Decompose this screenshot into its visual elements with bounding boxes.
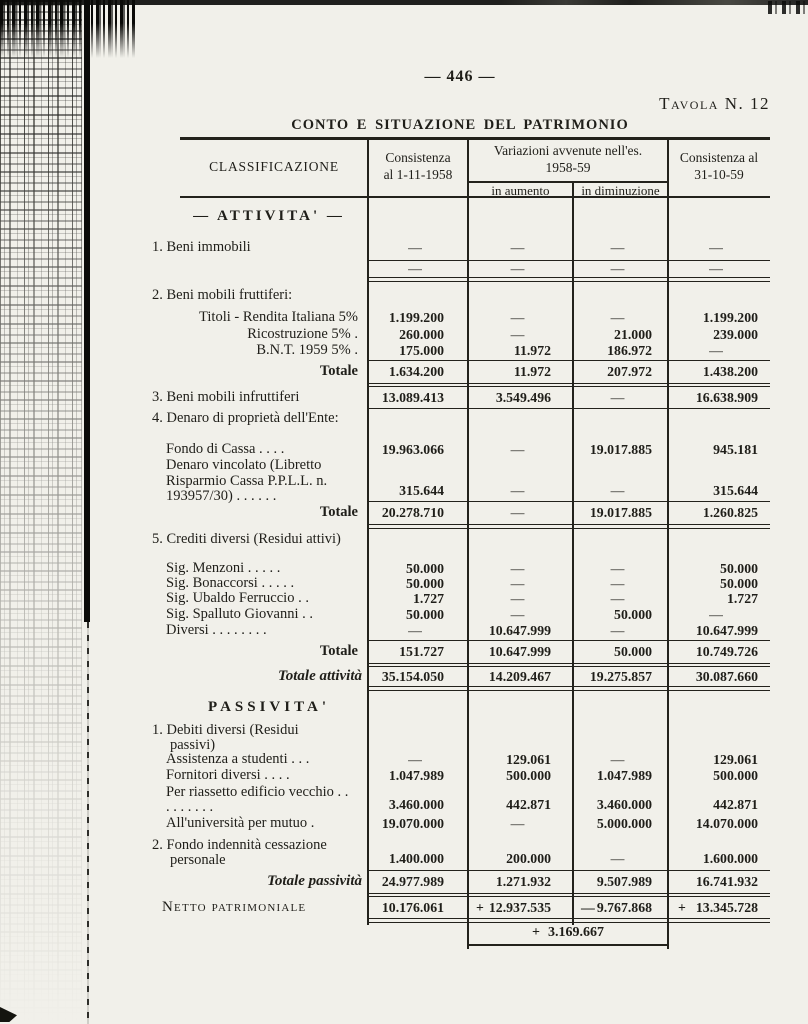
cell: — bbox=[510, 310, 525, 325]
cell: 20.278.710 bbox=[381, 505, 444, 520]
cell: 1.727 bbox=[726, 591, 758, 606]
table-row bbox=[150, 785, 770, 815]
table-row bbox=[150, 529, 770, 562]
cell: 19.070.000 bbox=[381, 816, 444, 831]
value: 3.169.667 bbox=[547, 925, 604, 940]
cell: 442.871 bbox=[713, 796, 758, 812]
col-header-line: 31-10-59 bbox=[694, 167, 744, 182]
cell: 260.000 bbox=[399, 326, 444, 342]
cell bbox=[668, 900, 770, 916]
value: 13.345.728 bbox=[695, 899, 758, 915]
cell: — bbox=[408, 623, 422, 638]
col-header-consistenza-1959 bbox=[668, 149, 770, 183]
table-row bbox=[150, 577, 770, 592]
row-label: Totale bbox=[319, 362, 358, 379]
cell: 9.507.989 bbox=[596, 873, 652, 889]
table-body bbox=[150, 198, 770, 946]
cell: 10.647.999 bbox=[488, 643, 551, 659]
cell bbox=[573, 900, 668, 916]
table-row bbox=[150, 441, 770, 458]
table-top-rule bbox=[180, 137, 770, 140]
table-row bbox=[150, 752, 770, 768]
cell: 11.972 bbox=[513, 363, 551, 379]
row-label: Sig. Bonaccorsi . . . . . bbox=[166, 575, 295, 592]
cell: 50.000 bbox=[720, 576, 758, 591]
row-label: Sig. Menzoni . . . . . bbox=[166, 560, 281, 577]
cell: 50.000 bbox=[406, 606, 444, 622]
cell: 1.047.989 bbox=[388, 768, 444, 783]
table-row bbox=[150, 721, 770, 752]
cell: 11.972 bbox=[513, 343, 551, 358]
row-label: 1. Debiti diversi (Residui passivi) bbox=[152, 721, 299, 753]
col-header-in-diminuzione: in diminuzione bbox=[581, 183, 660, 198]
cell: 10.647.999 bbox=[488, 623, 551, 638]
cell: 1.600.000 bbox=[702, 850, 758, 866]
row-label: 4. Denaro di proprietà dell'Ente: bbox=[152, 410, 339, 426]
table-row bbox=[150, 623, 770, 640]
cell: — bbox=[510, 505, 525, 520]
section-passivita: PASSIVITA' bbox=[208, 698, 330, 715]
table-row bbox=[150, 457, 770, 504]
col-header-in-aumento: in aumento bbox=[491, 183, 550, 198]
cell: 21.000 bbox=[614, 326, 652, 342]
col-header-line: Consistenza al bbox=[679, 150, 759, 165]
cell: — bbox=[709, 343, 723, 358]
table-row bbox=[150, 815, 770, 834]
scan-gutter-noise bbox=[0, 0, 82, 1024]
cell: — bbox=[510, 441, 525, 457]
sign: — bbox=[581, 899, 595, 915]
cell: — bbox=[709, 606, 723, 622]
col-header-line: Variazioni avvenute nell'es. bbox=[493, 143, 643, 158]
cell: 50.000 bbox=[614, 643, 652, 659]
table-row-totale bbox=[150, 361, 770, 383]
cell: — bbox=[610, 591, 625, 606]
scan-corner-blob bbox=[0, 0, 135, 58]
sign: + bbox=[532, 925, 540, 940]
cell: 442.871 bbox=[506, 796, 551, 812]
row-label: Fondo di Cassa . . . . bbox=[166, 440, 285, 457]
table-row bbox=[150, 562, 770, 577]
cell: 1.727 bbox=[412, 591, 444, 606]
cell: 50.000 bbox=[406, 561, 444, 576]
table-row bbox=[150, 607, 770, 623]
col-header-consistenza-1958 bbox=[368, 149, 468, 183]
row-label: Per riassetto edificio vecchio . . . . . . . . . bbox=[166, 783, 349, 815]
cell: — bbox=[610, 561, 625, 576]
row-label: 5. Crediti diversi (Residui attivi) bbox=[152, 530, 341, 547]
row-label: Totale attività bbox=[277, 667, 362, 684]
cell: 1.271.932 bbox=[495, 873, 551, 889]
cell: — bbox=[610, 261, 625, 276]
cell: 1.199.200 bbox=[702, 310, 758, 325]
cell: 151.727 bbox=[399, 643, 444, 659]
plate-label: Tavola N. 12 bbox=[659, 94, 770, 113]
cell: — bbox=[510, 240, 525, 255]
table-row bbox=[150, 592, 770, 607]
cell: — bbox=[408, 240, 422, 255]
cell: 1.260.825 bbox=[702, 505, 758, 520]
cell: — bbox=[610, 389, 625, 405]
cell: 14.070.000 bbox=[695, 816, 758, 831]
cell: 14.209.467 bbox=[488, 668, 551, 684]
balance-row bbox=[468, 923, 668, 946]
cell: 1.438.200 bbox=[702, 363, 758, 379]
cell: 24.977.989 bbox=[381, 873, 444, 889]
row-label: Titoli - Rendita Italiana 5% bbox=[199, 309, 358, 326]
cell: 19.017.885 bbox=[589, 441, 652, 457]
cell: 35.154.050 bbox=[381, 668, 444, 684]
row-label: Sig. Ubaldo Ferruccio . . bbox=[166, 590, 309, 607]
scan-gutter-line-thin bbox=[87, 622, 89, 1024]
cell: 1.634.200 bbox=[388, 363, 444, 379]
table-row bbox=[150, 387, 770, 408]
row-label: 1. Beni immobili bbox=[152, 239, 251, 256]
row-double-rule bbox=[368, 686, 770, 691]
cell: 19.963.066 bbox=[381, 441, 444, 457]
cell: — bbox=[408, 751, 422, 767]
cell: — bbox=[510, 606, 525, 622]
table-row-netto-patrimoniale bbox=[150, 897, 770, 918]
row-label: Diversi . . . . . . . . bbox=[166, 622, 267, 639]
value: 12.937.535 bbox=[488, 899, 551, 915]
document-title: CONTO E SITUAZIONE DEL PATRIMONIO bbox=[291, 117, 629, 133]
cell: 19.275.857 bbox=[589, 668, 652, 684]
scan-gutter-line bbox=[84, 0, 90, 622]
cell: 50.000 bbox=[406, 576, 444, 591]
sign: + bbox=[678, 899, 686, 915]
cell: — bbox=[610, 240, 625, 255]
row-label: Totale bbox=[319, 504, 358, 521]
cell: 175.000 bbox=[399, 343, 444, 358]
col-header-line: al 1-11-1958 bbox=[383, 167, 453, 182]
row-label: Fornitori diversi . . . . bbox=[166, 767, 290, 784]
cell: 3.460.000 bbox=[388, 796, 444, 812]
cell: 16.741.932 bbox=[695, 873, 758, 889]
table-row bbox=[150, 327, 770, 343]
row-label: Netto patrimoniale bbox=[162, 898, 307, 915]
row-label: 3. Beni mobili infruttiferi bbox=[152, 388, 300, 405]
cell: 129.061 bbox=[506, 751, 551, 767]
cell: — bbox=[709, 240, 723, 255]
table-row bbox=[150, 261, 770, 277]
cell: 13.089.413 bbox=[381, 389, 444, 405]
table-row bbox=[150, 343, 770, 360]
cell: 19.017.885 bbox=[589, 505, 652, 520]
cell: — bbox=[510, 576, 525, 591]
row-label: All'università per mutuo . bbox=[166, 815, 315, 832]
cell: 10.176.061 bbox=[381, 899, 444, 915]
cell: 129.061 bbox=[713, 751, 758, 767]
page-number: — 446 — bbox=[424, 68, 496, 85]
cell: — bbox=[610, 850, 625, 866]
row-label: Assistenza a studenti . . . bbox=[166, 750, 310, 767]
table-row-totale bbox=[150, 502, 770, 524]
cell: 207.972 bbox=[607, 363, 652, 379]
cell bbox=[468, 900, 573, 916]
cell: — bbox=[510, 591, 525, 606]
cell: — bbox=[610, 310, 625, 325]
table-row-totale-attivita bbox=[150, 667, 770, 686]
row-label: Sig. Spalluto Giovanni . . bbox=[166, 605, 314, 622]
cell: — bbox=[510, 326, 525, 342]
value: 9.767.868 bbox=[596, 899, 652, 915]
table-row bbox=[150, 310, 770, 327]
section-attivita: — ATTIVITA' — bbox=[193, 208, 345, 224]
row-label: Denaro vincolato (Libretto Risparmio Cassa P.P.L.L. n. 193957/30) . . . . . . bbox=[166, 457, 328, 504]
cell: — bbox=[510, 483, 525, 498]
cell: 500.000 bbox=[506, 768, 551, 783]
cell: 3.460.000 bbox=[596, 796, 652, 812]
cell: — bbox=[510, 816, 525, 831]
cell: 16.638.909 bbox=[695, 389, 758, 405]
table-row-totale-passivita bbox=[150, 871, 770, 893]
row-label: Totale passività bbox=[267, 872, 362, 889]
cell: 1.400.000 bbox=[388, 850, 444, 866]
cell: 200.000 bbox=[506, 850, 551, 866]
cell: 10.749.726 bbox=[695, 643, 758, 659]
cell: — bbox=[610, 483, 625, 498]
cell: 315.644 bbox=[713, 483, 758, 498]
col-header-line: 1958-59 bbox=[545, 160, 591, 175]
row-label: Ricostruzione 5% . bbox=[247, 325, 358, 342]
cell: 50.000 bbox=[614, 606, 652, 622]
col-header-classificazione: CLASSIFICAZIONE bbox=[209, 159, 339, 174]
table-row bbox=[150, 282, 770, 310]
table-row bbox=[150, 236, 770, 260]
row-label: 2. Beni mobili fruttiferi: bbox=[152, 286, 293, 303]
cell: — bbox=[510, 561, 525, 576]
row-label: Totale bbox=[319, 642, 358, 659]
cell: 1.047.989 bbox=[596, 768, 652, 783]
cell: 500.000 bbox=[713, 768, 758, 783]
cell: — bbox=[610, 623, 625, 638]
table-row bbox=[150, 834, 770, 870]
cell: — bbox=[610, 576, 625, 591]
cell: 186.972 bbox=[607, 343, 652, 358]
cell: 50.000 bbox=[720, 561, 758, 576]
table-row bbox=[150, 409, 770, 441]
scan-top-right-mark bbox=[768, 1, 806, 14]
cell: — bbox=[510, 261, 525, 276]
table-row-totale bbox=[150, 641, 770, 663]
table-row bbox=[150, 768, 770, 785]
cell: 3.549.496 bbox=[495, 389, 551, 405]
cell: — bbox=[610, 751, 625, 767]
cell: 5.000.000 bbox=[596, 816, 652, 831]
cell: 1.199.200 bbox=[388, 310, 444, 325]
row-label: B.N.T. 1959 5% . bbox=[256, 342, 358, 359]
col-header-variazioni bbox=[468, 142, 668, 176]
col-header-line: Consistenza bbox=[385, 150, 451, 165]
cell: — bbox=[408, 261, 422, 276]
cell: 30.087.660 bbox=[695, 668, 758, 684]
cell: 315.644 bbox=[399, 483, 444, 498]
cell: 10.647.999 bbox=[695, 623, 758, 638]
row-label: 2. Fondo indennità cessazione personale bbox=[152, 836, 327, 868]
cell: — bbox=[709, 261, 723, 276]
cell: 945.181 bbox=[713, 441, 758, 457]
sign: + bbox=[476, 899, 484, 915]
cell: 239.000 bbox=[713, 326, 758, 342]
